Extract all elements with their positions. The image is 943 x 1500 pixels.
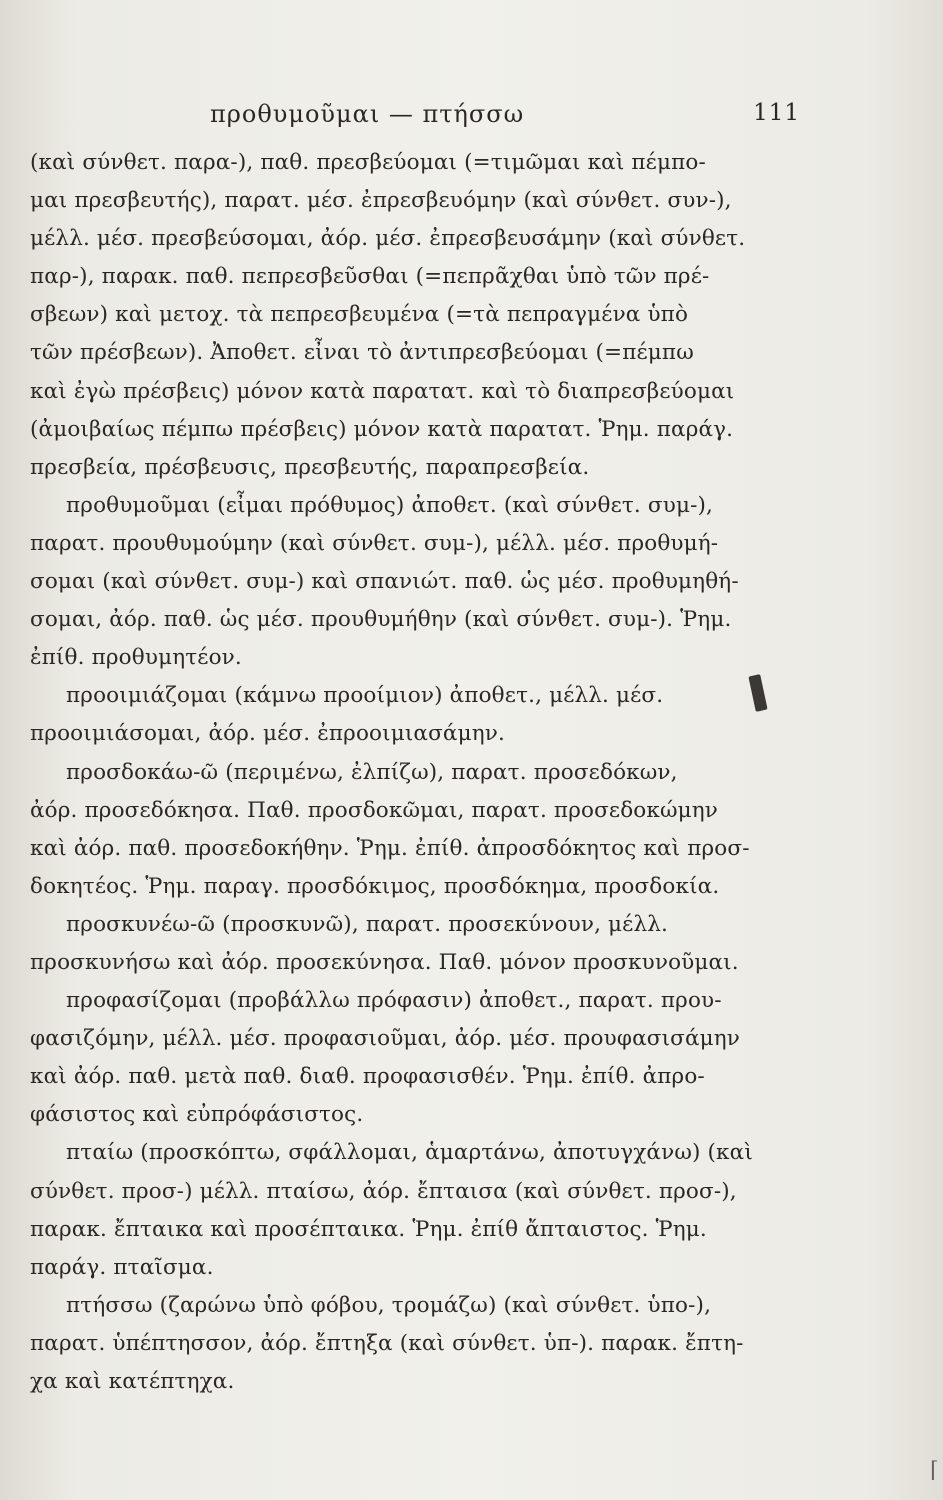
text-line: σομαι, ἀόρ. παθ. ὡς μέσ. προυθυμήθην (καὶ σύνθετ. συμ-). Ῥημ.: [30, 607, 732, 633]
running-header: [210, 100, 800, 134]
text-line: παρατ. ὑπέπτησσον, ἀόρ. ἔπτηξα (καὶ σύνθετ. ὑπ-). παρακ. ἔπτη-: [30, 1330, 744, 1356]
text-line: σομαι (καὶ σύνθετ. συμ-) καὶ σπανιώτ. παθ. ὡς μέσ. προθυμηθή-: [30, 569, 739, 595]
margin-mark: ⌈: [930, 1458, 939, 1483]
entry-headword-line: προσκυνέω-ῶ (προσκυνῶ), παρατ. προσεκύνουν, μέλλ.: [66, 911, 668, 937]
text-line: σβεων) καὶ μετοχ. τὰ πεπρεσβευμένα (=τὰ πεπραγμένα ὑπὸ: [30, 302, 689, 328]
text-line: μέλλ. μέσ. πρεσβεύσομαι, ἀόρ. μέσ. ἐπρεσβευσάμην (καὶ σύνθετ.: [30, 226, 746, 252]
text-line: παράγ. πταῖσμα.: [30, 1254, 214, 1280]
text-line: τῶν πρέσβεων). Ἀποθετ. εἶναι τὸ ἀντιπρεσβεύομαι (=πέμπω: [30, 340, 694, 366]
text-line: παρατ. προυθυμούμην (καὶ σύνθετ. συμ-), μέλλ. μέσ. προθυμή-: [30, 530, 719, 556]
text-line: παρακ. ἔπταικα καὶ προσέπταικα. Ῥημ. ἐπίθ ἄπταιστος. Ῥημ.: [30, 1216, 707, 1242]
entry-headword-line: προσδοκάω-ῶ (περιμένω, ἐλπίζω), παρατ. προσεδόκων,: [66, 759, 678, 785]
text-line: φασιζόμην, μέλλ. μέσ. προφασιοῦμαι, ἀόρ. μέσ. προυφασισάμην: [30, 1026, 741, 1052]
header-title: προθυμοῦμαι — πτήσσω: [210, 100, 525, 128]
entry-headword-line: πτήσσω (ζαρώνω ὑπὸ φόβου, τρομάζω) (καὶ σύνθετ. ὑπο-),: [66, 1292, 712, 1318]
text-line: ἐπίθ. προθυμητέον.: [30, 645, 242, 671]
entry-headword-line: προθυμοῦμαι (εἶμαι πρόθυμος) ἀποθετ. (καὶ σύνθετ. συμ-),: [66, 492, 714, 518]
entry-headword-line: προοιμιάζομαι (κάμνω προοίμιον) ἀποθετ., μέλλ. μέσ.: [66, 683, 664, 709]
text-line: καὶ ἀόρ. παθ. προσεδοκήθην. Ῥημ. ἐπίθ. ἀπροσδόκητος καὶ προσ-: [30, 835, 750, 861]
entry-headword-line: πταίω (προσκόπτω, σφάλλομαι, ἁμαρτάνω, ἀποτυγχάνω) (καὶ: [66, 1140, 753, 1166]
text-line: σύνθετ. προσ-) μέλλ. πταίσω, ἀόρ. ἔπταισα (καὶ σύνθετ. προσ-),: [30, 1178, 737, 1204]
text-line: καὶ ἐγὼ πρέσβεις) μόνον κατὰ παρατατ. καὶ τὸ διαπρεσβεύομαι: [30, 378, 735, 404]
entry-headword-line: προφασίζομαι (προβάλλω πρόφασιν) ἀποθετ., παρατ. πρου-: [66, 988, 722, 1014]
dictionary-text: [30, 144, 775, 1401]
text-line: προοιμιάσομαι, ἀόρ. μέσ. ἐπροοιμιασάμην.: [30, 721, 505, 747]
text-line: (καὶ σύνθετ. παρα-), παθ. πρεσβεύομαι (=τιμῶμαι καὶ πέμπο-: [30, 150, 706, 175]
text-line: χα καὶ κατέπτηχα.: [30, 1369, 235, 1394]
text-line: φάσιστος καὶ εὐπρόφάσιστος.: [30, 1102, 364, 1128]
page-number: 111: [753, 100, 800, 126]
text-line: (ἀμοιβαίως πέμπω πρέσβεις) μόνον κατὰ παρατατ. Ῥημ. παράγ.: [30, 416, 734, 442]
text-line: καὶ ἀόρ. παθ. μετὰ παθ. διαθ. προφασισθέν. Ῥημ. ἐπίθ. ἀπρο-: [30, 1064, 705, 1090]
text-line: ἀόρ. προσεδόκησα. Παθ. προσδοκῶμαι, παρατ. προσεδοκώμην: [30, 797, 719, 823]
text-line: μαι πρεσβευτής), παρατ. μέσ. ἐπρεσβευόμην (καὶ σύνθετ. συν-),: [30, 188, 732, 214]
text-line: προσκυνήσω καὶ ἀόρ. προσεκύνησα. Παθ. μόνον προσκυνοῦμαι.: [30, 949, 739, 975]
text-line: δοκητέος. Ῥημ. παραγ. προσδόκιμος, προσδόκημα, προσδοκία.: [30, 873, 720, 899]
text-line: παρ-), παρακ. παθ. πεπρεσβεῦσθαι (=πεπρᾶχθαι ὑπὸ τῶν πρέ-: [30, 264, 710, 290]
text-line: πρεσβεία, πρέσβευσις, πρεσβευτής, παραπρεσβεία.: [30, 454, 590, 480]
